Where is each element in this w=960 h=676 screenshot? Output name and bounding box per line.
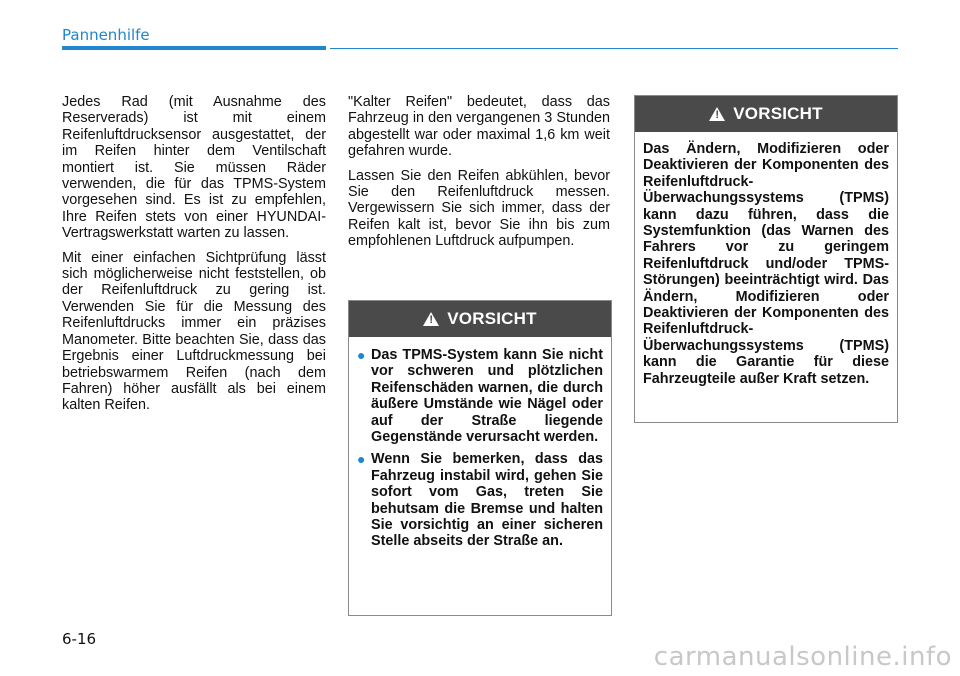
bullet-icon: ● bbox=[357, 451, 366, 468]
paragraph: Jedes Rad (mit Ausnahme des Reserverads) ist mit einem Reifenluftdrucksensor ausgestattet, der im Reifen hinter dem Ventilschaft montiert ist. Sie müssen Räder verwenden, die für das TPMS-System vorgesehen sind. Es ist zu empfehlen, Ihre Reifen stets von einer HYUNDAI-Vertragswerkstatt warten zu lassen. bbox=[62, 94, 326, 242]
warning-triangle-icon: ! bbox=[709, 107, 725, 121]
caution-title: VORSICHT bbox=[733, 104, 823, 123]
caution-body bbox=[349, 337, 611, 550]
list-item bbox=[357, 347, 603, 445]
caution-box-tpms bbox=[348, 300, 612, 616]
caution-header bbox=[349, 301, 611, 337]
paragraph: Lassen Sie den Reifen abkühlen, bevor Sie den Reifenluftdruck messen. Vergewissern Sie sich immer, dass der Reifen kalt ist, bevor Sie ihn bis zum empfohlenen Luftdruck aufpumpen. bbox=[348, 167, 610, 250]
section-header: Pannenhilfe bbox=[62, 26, 150, 44]
list-item bbox=[357, 451, 603, 549]
paragraph: Mit einer einfachen Sichtprüfung lässt sich möglicherweise nicht feststellen, ob der Reifenluftdruck zu gering ist. Verwenden Sie für die Messung des Reifenluftdrucks immer ein präzises Manometer. Bitte beachten Sie, dass das Ergebnis einer Luftdruckmessung bei betriebswarmem Reifen (nach dem Fahren) höher ausfällt als bei einem kalten Reifen. bbox=[62, 249, 326, 414]
header-rule-thick bbox=[62, 46, 326, 50]
page-number: 6-16 bbox=[62, 630, 97, 648]
text-column-left bbox=[62, 94, 326, 422]
watermark: carmanualsonline.info bbox=[653, 642, 952, 672]
bullet-icon: ● bbox=[357, 347, 366, 363]
caution-header bbox=[635, 96, 897, 132]
bullet-text: Das TPMS-System kann Sie nicht vor schweren und plötzlichen Reifenschäden warnen, die durch äußere Umstände wie Nägel oder auf der Straße liegende Gegenstände verursacht werden. bbox=[371, 347, 603, 446]
header-rule-thin bbox=[330, 48, 898, 49]
caution-body: Das Ändern, Modifizieren oder Deaktivieren der Komponenten des Reifenluftdruck-Überwachungssystems (TPMS) kann dazu führen, dass die Systemfunktion (das Warnen des Fahrers vor zu geringem Reifenluftdruck und/oder TPMS-Störungen) beeinträchtigt wird. Das Ändern, Modifizieren oder Deaktivieren der Komponenten des Reifenluftdruck-Überwachungssystems (TPMS) kann die Garantie für diese Fahrzeugteile außer Kraft setzen. bbox=[643, 141, 889, 387]
bullet-text: Wenn Sie bemerken, dass das Fahrzeug instabil wird, gehen Sie sofort vom Gas, treten Sie behutsam die Bremse und halten Sie vorsichtig an einer sicheren Stelle abseits der Straße an. bbox=[371, 451, 603, 550]
text-column-middle bbox=[348, 94, 610, 258]
paragraph: "Kalter Reifen" bedeutet, dass das Fahrzeug in den vergangenen 3 Stunden abgestellt war oder maximal 1,6 km weit gefahren wurde. bbox=[348, 94, 610, 160]
warning-triangle-icon: ! bbox=[423, 312, 439, 326]
caution-title: VORSICHT bbox=[447, 309, 537, 328]
caution-box-modification bbox=[634, 95, 898, 423]
